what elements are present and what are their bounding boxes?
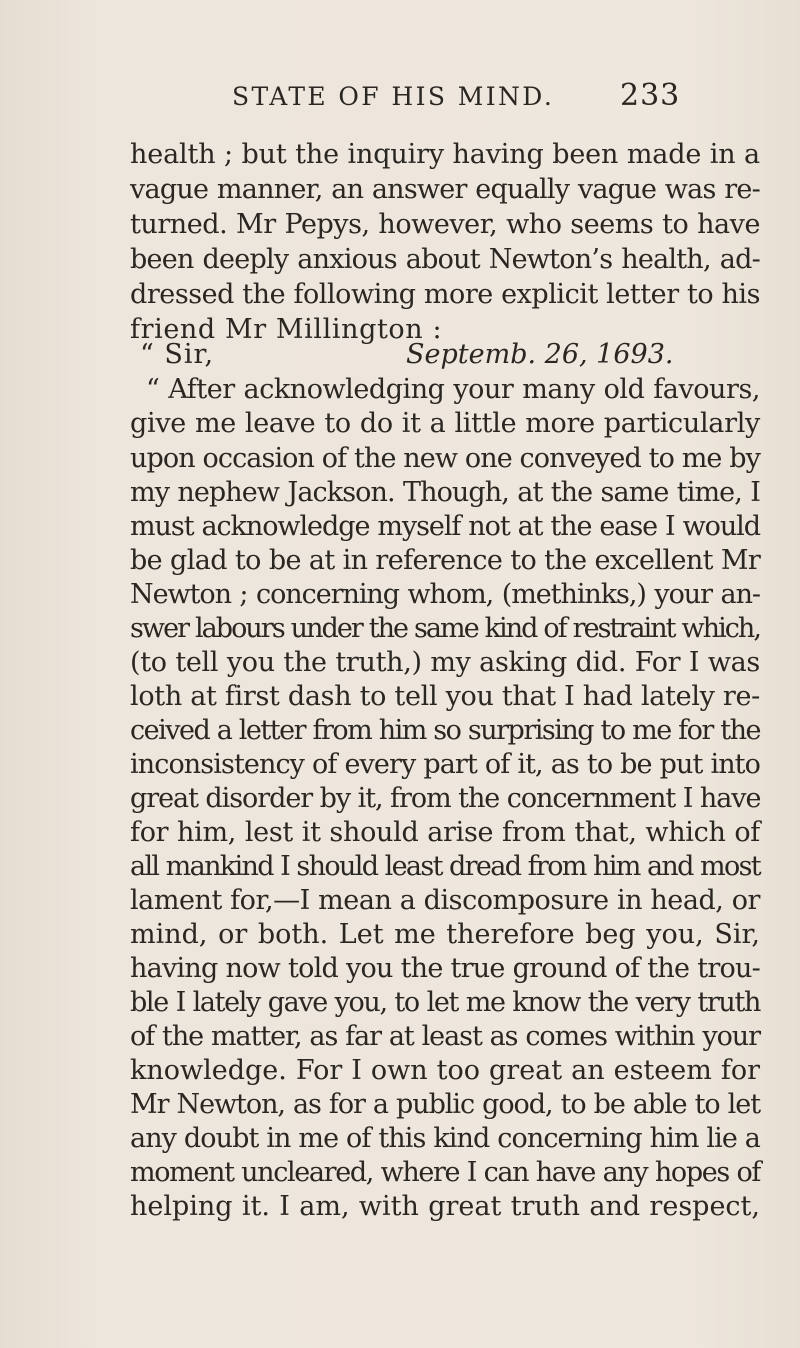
letter-salutation: “ Sir,: [140, 339, 215, 370]
page-header: [0, 78, 800, 118]
letter-line: great disorder by it, from the concernment I have: [130, 783, 761, 814]
letter-line: inconsistency of every part of it, as to be put into: [130, 749, 760, 780]
letter-line: any doubt in me of this kind concerning him lie a: [130, 1123, 760, 1154]
letter-line: Newton ; concerning whom, (methinks,) your an-: [130, 579, 760, 610]
letter-line: knowledge. For I own too great an esteem for: [130, 1055, 760, 1086]
letter-line: “ After acknowledging your many old favours,: [146, 374, 760, 405]
letter-line: ble I lately gave you, to let me know the very truth: [130, 987, 760, 1018]
letter-line: loth at first dash to tell you that I had lately re-: [130, 681, 760, 712]
intro-line: turned. Mr Pepys, however, who seems to have: [130, 209, 760, 240]
letter-line: for him, lest it should arise from that, which of: [130, 817, 760, 848]
intro-line: dressed the following more explicit letter to his: [130, 279, 760, 310]
intro-line: health ; but the inquiry having been made in a: [130, 139, 760, 170]
letter-line: swer labours under the same kind of restraint which,: [130, 613, 760, 644]
letter-line: (to tell you the truth,) my asking did. For I was: [130, 647, 760, 678]
letter-line: Mr Newton, as for a public good, to be able to let: [130, 1089, 760, 1120]
letter-line: must acknowledge myself not at the ease I would: [130, 511, 760, 542]
letter-line: helping it. I am, with great truth and respect,: [130, 1191, 760, 1222]
letter-line: all mankind I should least dread from him and most: [130, 851, 760, 882]
letter-line: give me leave to do it a little more particularly: [130, 408, 760, 439]
letter-date: Septemb. 26, 1693.: [406, 339, 674, 370]
letter-line: having now told you the true ground of the trou-: [130, 953, 760, 984]
intro-line: been deeply anxious about Newton’s health, ad-: [130, 244, 760, 275]
intro-line: vague manner, an answer equally vague was re-: [130, 174, 760, 205]
letter-line: be glad to be at in reference to the excellent Mr: [130, 545, 761, 576]
letter-line: of the matter, as far at least as comes within your: [130, 1021, 760, 1052]
intro-line: friend Mr Millington :: [130, 314, 443, 345]
letter-line: lament for,—I mean a discomposure in head, or: [130, 885, 760, 916]
letter-line: moment uncleared, where I can have any hopes of: [130, 1157, 760, 1188]
letter-line: upon occasion of the new one conveyed to me by: [130, 443, 760, 474]
letter-line: my nephew Jackson. Though, at the same time, I: [130, 477, 760, 508]
letter-line: ceived a letter from him so surprising to me for the: [130, 715, 760, 746]
page-number: 233: [620, 78, 681, 113]
letter-heading: [130, 338, 760, 372]
letter-line: mind, or both. Let me therefore beg you, Sir,: [130, 919, 760, 950]
running-head: STATE OF HIS MIND.: [232, 82, 555, 111]
